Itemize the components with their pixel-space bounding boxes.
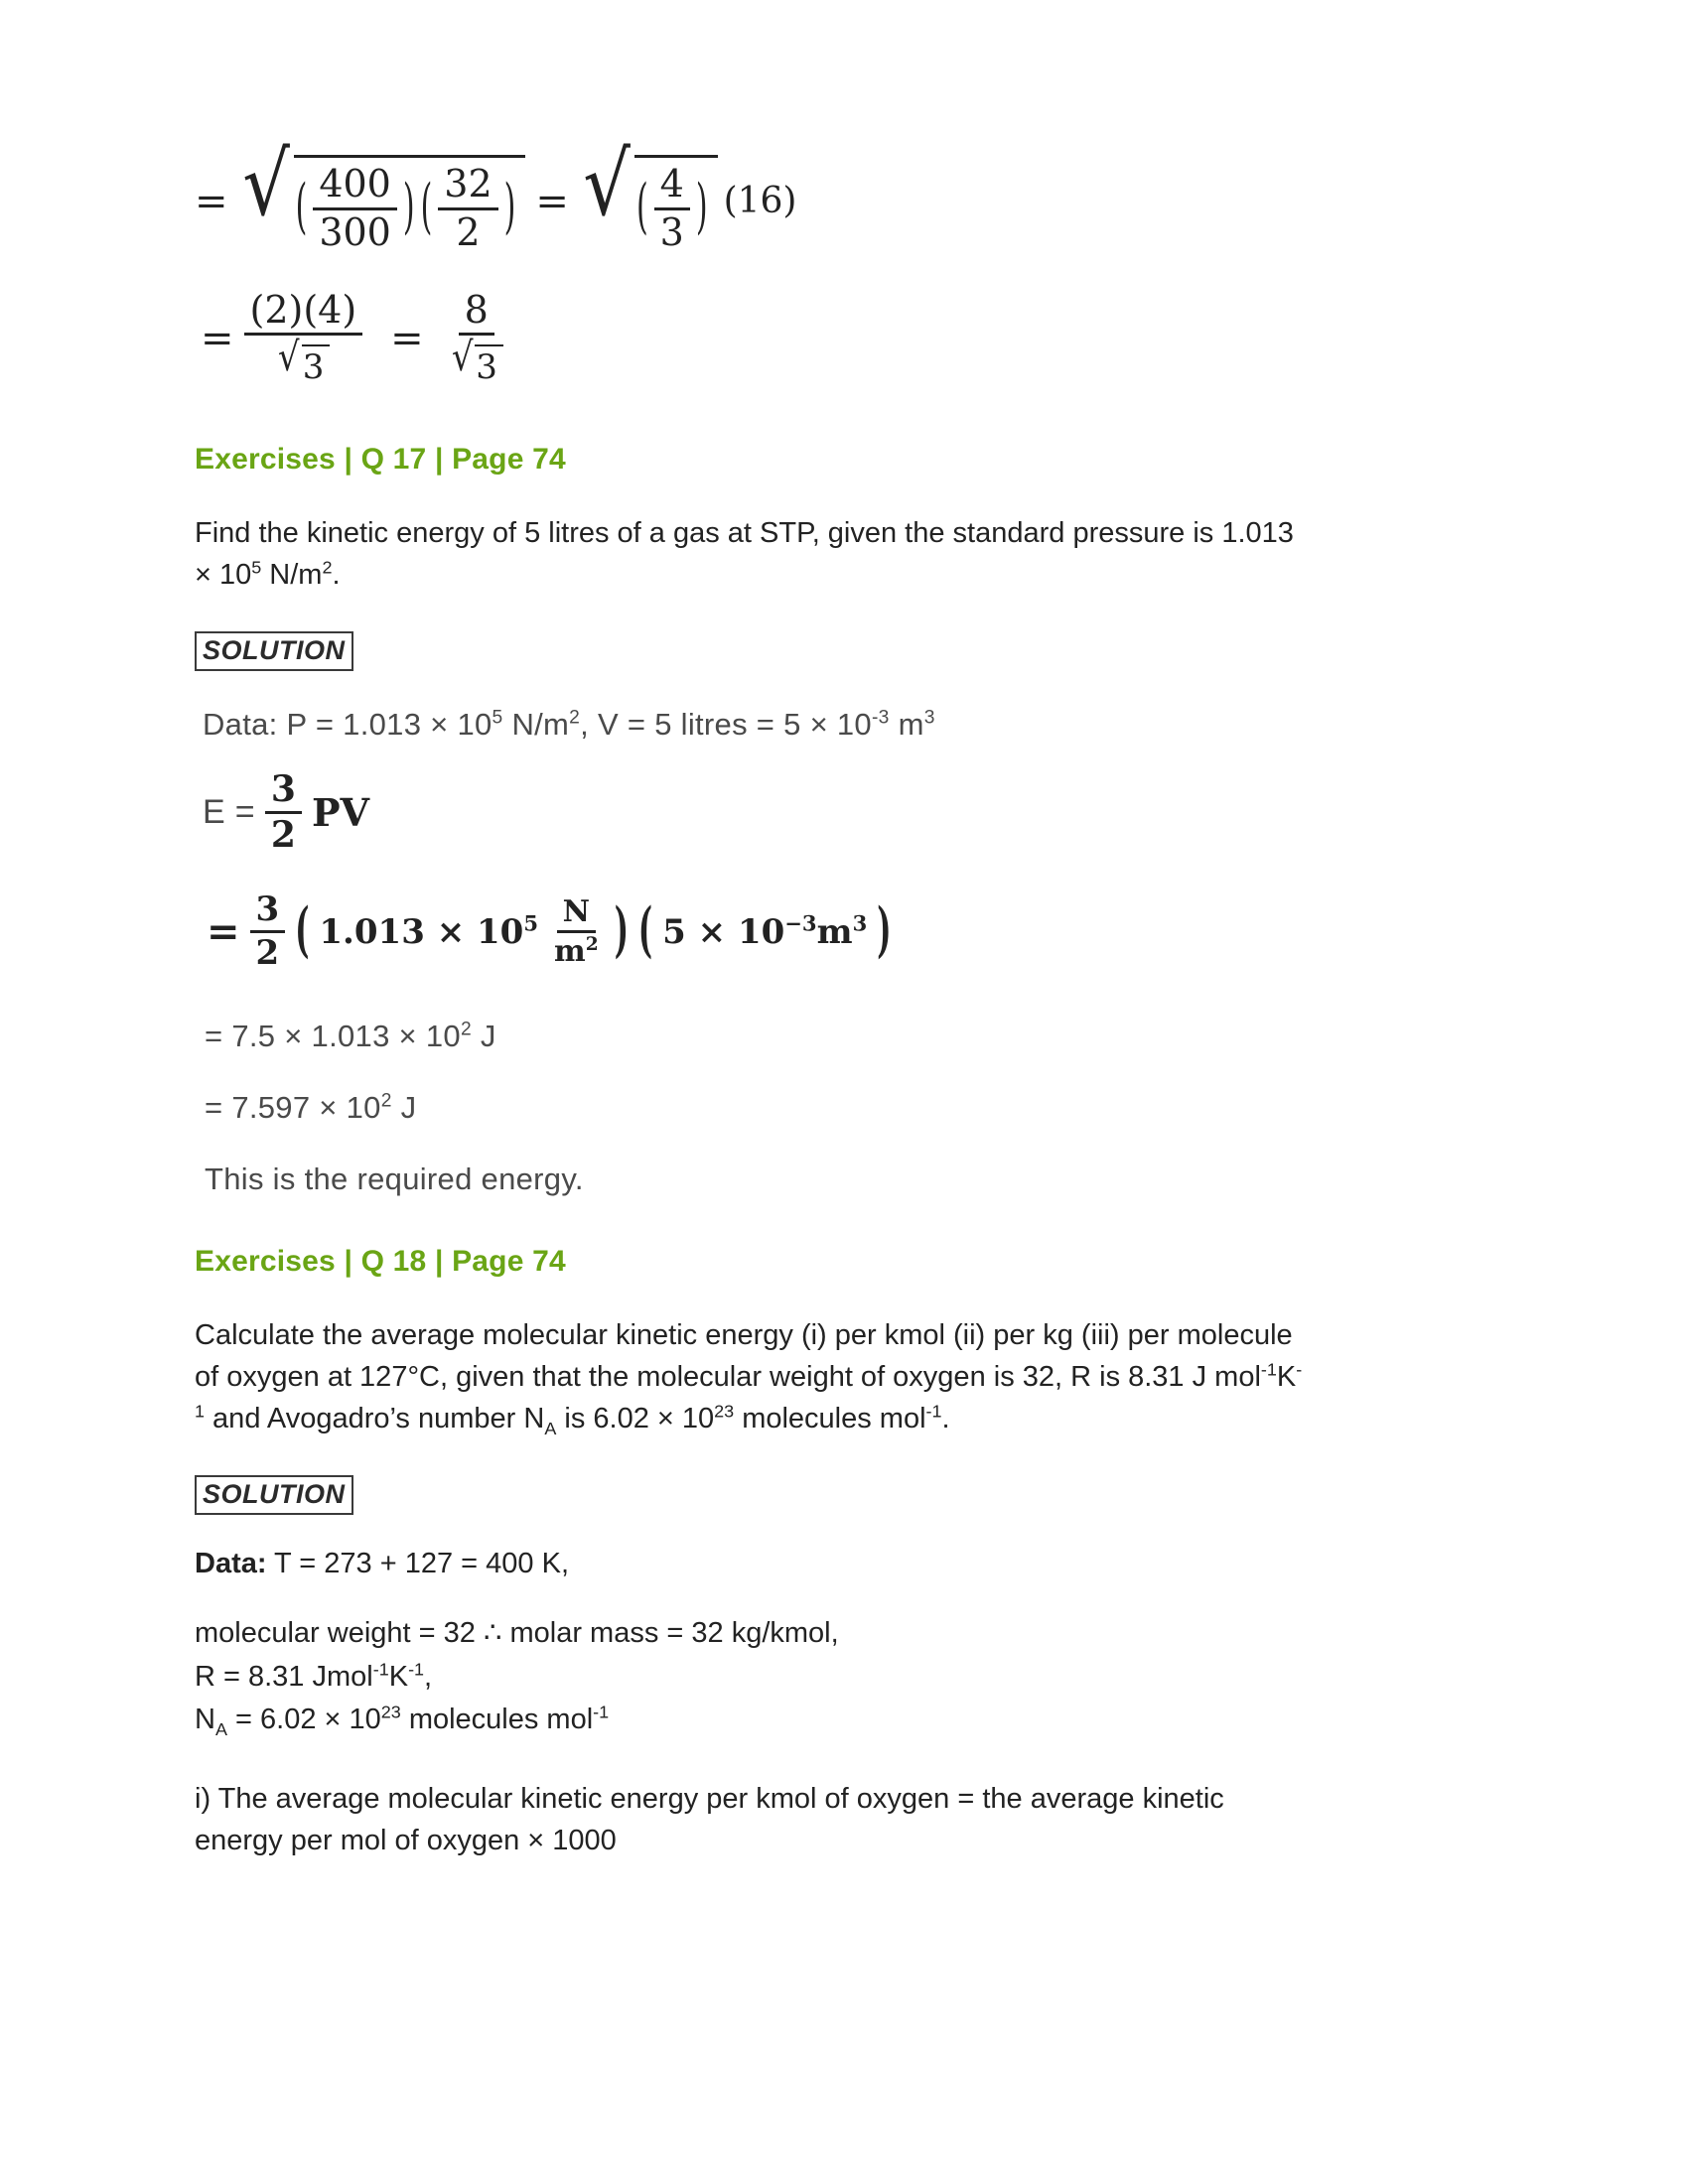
radicand-3: 3 xyxy=(302,344,331,386)
q17-expansion-line xyxy=(207,891,1495,973)
q17-formula-line xyxy=(203,767,1495,857)
q17-data-sup1: 5 xyxy=(492,707,503,729)
radicand-1 xyxy=(294,155,526,254)
fraction-numerator: 3 xyxy=(265,770,302,815)
fraction-400-300 xyxy=(313,164,397,254)
q17-result1-post: J xyxy=(471,1018,496,1053)
solution-tag-q17-wrap xyxy=(195,631,1495,671)
q18-l2-sup1: -1 xyxy=(1260,1359,1277,1380)
math-equation-line-1 xyxy=(195,133,1495,254)
q17-formula-lhs: E = xyxy=(203,793,255,832)
exercise-heading-q17: Exercises | Q 17 | Page 74 xyxy=(195,442,566,476)
q18-NA-line xyxy=(195,1702,610,1739)
q17-data-sup2: 2 xyxy=(569,707,581,729)
q18-NA-mid: = 6.02 × 10 xyxy=(226,1704,381,1736)
fraction-2x4-over-sqrt3 xyxy=(244,287,363,388)
unit-m: m xyxy=(554,934,586,970)
question-text-q17 xyxy=(195,512,1495,596)
q17-data-mid3: m xyxy=(889,706,924,742)
left-paren-2: ( xyxy=(420,173,433,243)
q18-l3-sub: A xyxy=(544,1418,557,1438)
q17-l2-sup: 5 xyxy=(251,557,262,578)
left-paren-4: ( xyxy=(295,895,310,966)
q18-l3-e: . xyxy=(941,1402,950,1434)
question-q18-line1: Calculate the average molecular kinetic energy (i) per kmol (ii) per kg (iii) per molecule xyxy=(195,1318,1293,1351)
q17-data-mid: N/m xyxy=(502,706,570,742)
equals-sign-5: = xyxy=(207,908,240,956)
question-q17-line1: Find the kinetic energy of 5 litres of a gas at STP, given the standard pressure is 1.013 xyxy=(195,516,1294,549)
fraction-numerator: 4 xyxy=(654,164,690,210)
q18-part-i-line2: energy per mol of oxygen × 1000 xyxy=(195,1824,617,1856)
q17-term2 xyxy=(662,912,867,952)
sqrt-group-2 xyxy=(579,133,718,254)
right-paren: ) xyxy=(402,173,415,243)
q18-part-i xyxy=(195,1778,1495,1861)
fraction-numerator: 8 xyxy=(459,290,494,337)
q17-result-line-2 xyxy=(205,1090,1495,1126)
q18-part-i-line1: i) The average molecular kinetic energy per kmol of oxygen = the average kinetic xyxy=(195,1782,1224,1815)
exercise-heading-q18: Exercises | Q 18 | Page 74 xyxy=(195,1244,566,1278)
fraction-numerator: 3 xyxy=(250,891,286,933)
q18-NA-sup2: -1 xyxy=(593,1702,610,1722)
right-paren-3: ) xyxy=(695,173,708,243)
q18-NA-pre: N xyxy=(195,1704,215,1736)
fraction-denominator: 2 xyxy=(270,814,296,857)
q17-data-mid2: , V = 5 litres = 5 × 10 xyxy=(580,706,872,742)
q18-given-block xyxy=(195,1612,1495,1742)
right-paren-5: ) xyxy=(877,895,892,966)
q17-l2-post: . xyxy=(332,558,341,591)
q17-data-sup4: 3 xyxy=(923,707,935,729)
left-paren-5: ( xyxy=(637,895,653,966)
q17-term1 xyxy=(319,912,538,952)
radical-sign-icon-3: √ xyxy=(278,335,300,381)
fraction-denominator xyxy=(548,933,605,968)
fraction-denominator: 3 xyxy=(659,209,684,254)
q18-data-value: T = 273 + 127 = 400 K, xyxy=(266,1547,570,1579)
fraction-N-over-m2 xyxy=(548,895,605,968)
q17-l2-sup2: 2 xyxy=(322,557,333,578)
sqrt-3 xyxy=(276,335,330,388)
solution-tag-q18-wrap xyxy=(195,1475,1495,1515)
fraction-denominator: 2 xyxy=(456,209,481,254)
q18-l3-sup2: -1 xyxy=(925,1401,942,1422)
q17-term1-sup: 5 xyxy=(523,910,539,936)
right-paren-2: ) xyxy=(503,173,516,243)
q18-R-sup1: -1 xyxy=(372,1658,389,1679)
q18-molecular-weight-line: molecular weight = 32 ∴ molar mass = 32 kg/kmol, xyxy=(195,1617,839,1650)
q18-R-post: , xyxy=(424,1660,433,1693)
math-block-continued-solution xyxy=(195,133,1495,388)
equals-sign-2: = xyxy=(535,178,569,224)
q17-l2-mid: N/m xyxy=(261,558,323,591)
q17-term2-pre: 5 × 10 xyxy=(662,911,785,952)
q17-result2-post: J xyxy=(391,1089,417,1125)
q18-R-line xyxy=(195,1658,433,1693)
left-paren-3: ( xyxy=(635,173,648,243)
q18-l2-a: of oxygen at 127°C, given that the molecular weight of oxygen is 32, R is 8.31 J mol xyxy=(195,1360,1261,1393)
fraction-numerator: 32 xyxy=(438,164,497,210)
radical-sign-icon-4: √ xyxy=(451,335,474,381)
fraction-32-2 xyxy=(438,164,497,254)
factor-16: (16) xyxy=(723,181,797,222)
q18-l3-c: is 6.02 × 10 xyxy=(556,1402,715,1434)
q18-data-label: Data: xyxy=(195,1547,267,1579)
q18-R-mid: K xyxy=(388,1660,409,1693)
fraction-denominator: 2 xyxy=(255,933,280,974)
fraction-denominator: 300 xyxy=(319,209,391,254)
right-paren-4: ) xyxy=(614,895,629,966)
q17-l2-pre: × 10 xyxy=(195,558,252,591)
q17-result1-sup: 2 xyxy=(460,1019,472,1040)
q17-data-sup3: -3 xyxy=(871,707,890,729)
q18-R-sup2: -1 xyxy=(408,1658,425,1679)
fraction-8-over-sqrt3 xyxy=(444,287,509,388)
question-q18-line3 xyxy=(195,1401,950,1438)
q18-NA-sup: 23 xyxy=(380,1702,401,1722)
q18-l3-d: molecules mol xyxy=(734,1402,926,1434)
q17-term2-unit-sup: 3 xyxy=(852,910,868,936)
q18-NA-post: molecules mol xyxy=(400,1704,594,1736)
radicand-4: 3 xyxy=(475,344,503,386)
fraction-denominator xyxy=(444,336,509,386)
solution-tag-q17: SOLUTION xyxy=(195,631,353,671)
equals-sign-3: = xyxy=(201,315,234,361)
fraction-denominator xyxy=(270,336,336,386)
q18-l2-sup2: - xyxy=(1296,1359,1303,1380)
radicand-2 xyxy=(634,155,718,254)
q17-data-line xyxy=(203,707,1495,743)
sqrt-group-1 xyxy=(238,133,526,254)
q18-data-line xyxy=(195,1543,1495,1584)
math-equation-line-2 xyxy=(201,287,1495,388)
q17-result-line-1 xyxy=(205,1019,1495,1054)
unit-m-sup: 2 xyxy=(585,934,599,956)
fraction-numerator: 400 xyxy=(313,164,397,210)
q17-conclusion: This is the required energy. xyxy=(205,1160,584,1196)
fraction-3-2-b xyxy=(250,891,286,973)
q17-term1-pre: 1.013 × 10 xyxy=(319,911,524,952)
fraction-numerator: N xyxy=(557,895,596,933)
equals-sign-4: = xyxy=(390,315,424,361)
question-text-q18 xyxy=(195,1314,1495,1439)
solution-tag-q18: SOLUTION xyxy=(195,1475,353,1515)
q17-term2-unit: m xyxy=(816,911,853,952)
q17-data-prefix: Data: P = 1.013 × 10 xyxy=(203,706,492,742)
radical-sign-icon: √ xyxy=(241,133,290,235)
equals-sign: = xyxy=(195,178,228,224)
q17-result2-sup: 2 xyxy=(380,1090,392,1112)
q18-l2-b: K xyxy=(1276,1360,1297,1393)
q18-R-pre: R = 8.31 Jmol xyxy=(195,1660,373,1693)
radical-sign-icon-2: √ xyxy=(583,133,631,235)
question-q18-line2 xyxy=(195,1361,1302,1393)
q18-NA-sub: A xyxy=(214,1718,227,1739)
q17-term2-sup: −3 xyxy=(784,910,817,936)
q17-formula-rhs: PV xyxy=(311,790,370,836)
left-paren: ( xyxy=(295,173,308,243)
page-content xyxy=(195,133,1495,1861)
q17-result1-pre: = 7.5 × 1.013 × 10 xyxy=(205,1018,461,1053)
fraction-numerator: (2)(4) xyxy=(244,290,363,337)
q18-l3-b: and Avogadro’s number N xyxy=(205,1402,545,1434)
fraction-3-2 xyxy=(265,767,302,857)
question-q17-line2 xyxy=(195,559,341,591)
sqrt-3-b xyxy=(450,335,503,388)
q18-l3-a: 1 xyxy=(195,1401,205,1422)
q17-result2-pre: = 7.597 × 10 xyxy=(205,1089,381,1125)
q18-l3-sup: 23 xyxy=(714,1401,735,1422)
fraction-4-3 xyxy=(654,164,690,254)
